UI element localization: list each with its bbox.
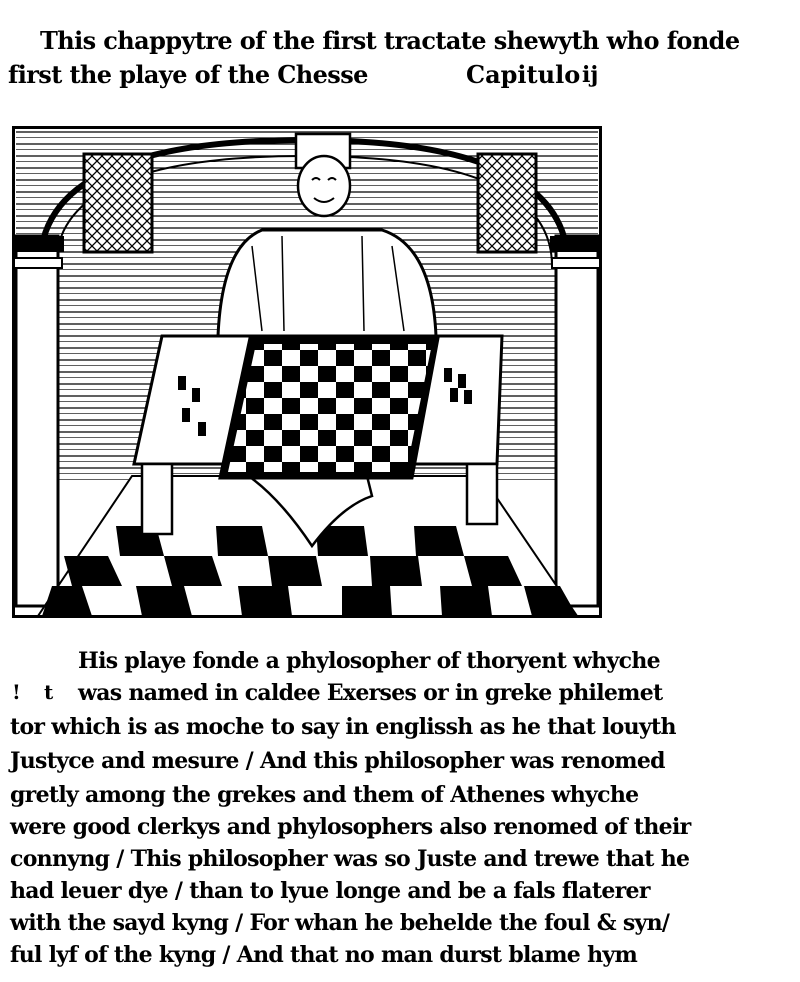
left-window [84, 154, 152, 252]
chapter-number: ij [582, 62, 599, 88]
text-line-7: connyng / This philosopher was so Juste and trewe that he [10, 846, 690, 872]
margin-mark-1: ! [12, 680, 21, 704]
text-line-3: tor which is as moche to say in englissh as he that louyth [10, 714, 676, 740]
woodcut-illustration [12, 126, 602, 618]
left-pillar [16, 236, 58, 606]
right-pillar [556, 236, 598, 606]
text-line-5: gretly among the grekes and them of Athenes whyche [10, 782, 639, 808]
text-line-10: ful lyf of the kyng / And that no man durst blame hym [10, 942, 638, 968]
text-line-2: was named in caldee Exerses or in greke philemet [78, 680, 663, 706]
text-line-9: with the sayd kyng / For whan he behelde the foul & syn/ [10, 910, 670, 936]
text-line-8: had leuer dye / than to lyue longe and be a fals flaterer [10, 878, 650, 904]
chapter-label: Capitulo [466, 60, 581, 89]
right-window [478, 154, 536, 252]
chessboard [220, 338, 438, 478]
text-line-1: His playe fonde a phylosopher of thoryent whyche [78, 648, 660, 674]
text-line-6: were good clerkys and phylosophers also renomed of their [10, 814, 691, 840]
chapter-heading-line-2: first the playe of the Chesse [8, 60, 368, 89]
chapter-heading-line-1: This chappytre of the first tractate shewyth who fonde [40, 26, 740, 55]
text-line-4: Justyce and mesure / And this philosopher was renomed [10, 748, 665, 774]
margin-mark-2: t [44, 680, 54, 704]
